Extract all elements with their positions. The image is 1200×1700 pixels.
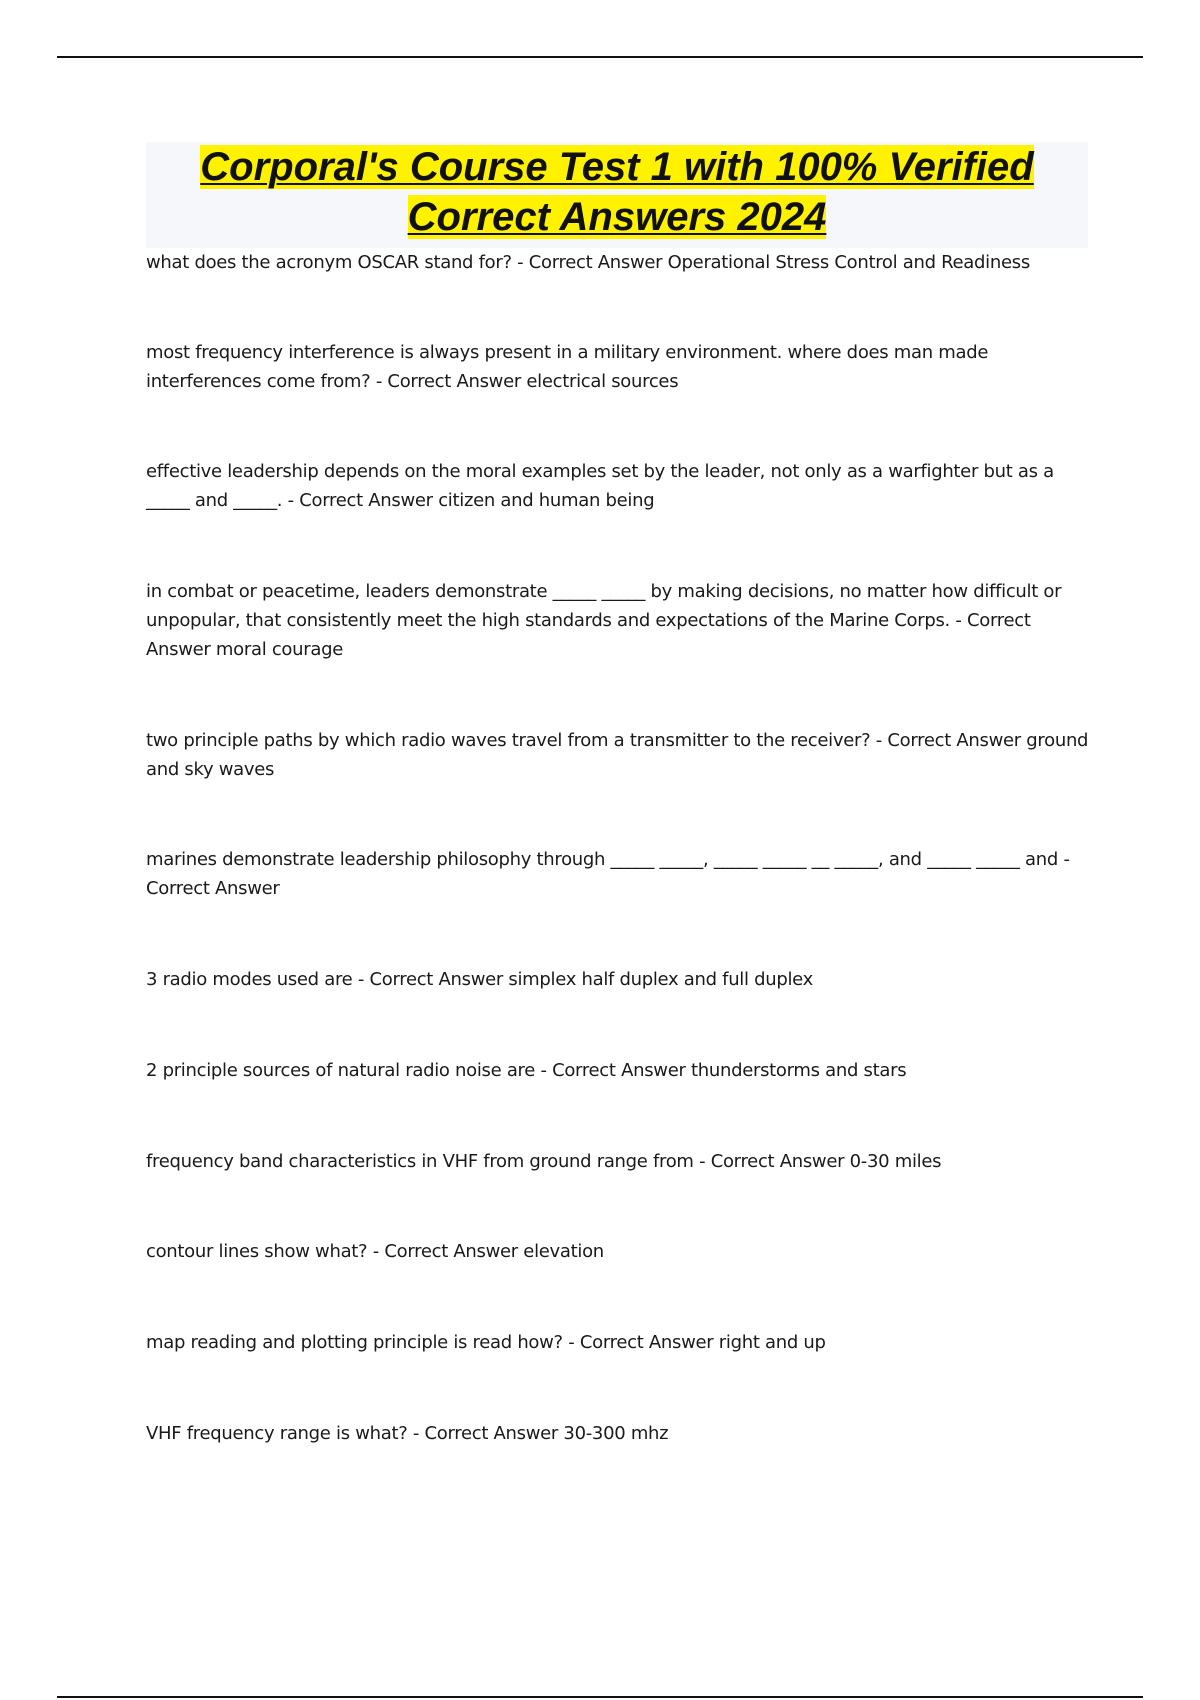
page-bottom-rule	[57, 1696, 1143, 1698]
title-line-2: Correct Answers 2024	[407, 195, 827, 239]
page-top-rule	[57, 56, 1143, 58]
qa-item-4: in combat or peacetime, leaders demonstrate _____ _____ by making decisions, no matter how difficult or unpopular, that consistently meet the high standards and expectations of the Marine Corps. - Correct Answer moral courage	[146, 581, 1062, 660]
qa-item-11: map reading and plotting principle is read how? - Correct Answer right and up	[146, 1332, 826, 1353]
qa-item-7: 3 radio modes used are - Correct Answer simplex half duplex and full duplex	[146, 969, 813, 990]
title-line-1: Corporal's Course Test 1 with 100% Verified	[200, 145, 1034, 189]
qa-item-3: effective leadership depends on the moral examples set by the leader, not only as a warfighter but as a _____ and _____. - Correct Answer citizen and human being	[146, 461, 1054, 511]
qa-item-12: VHF frequency range is what? - Correct Answer 30-300 mhz	[146, 1423, 669, 1444]
qa-item-10: contour lines show what? - Correct Answer elevation	[146, 1241, 604, 1262]
qa-item-8: 2 principle sources of natural radio noise are - Correct Answer thunderstorms and stars	[146, 1060, 907, 1081]
qa-item-9: frequency band characteristics in VHF from ground range from - Correct Answer 0-30 miles	[146, 1151, 942, 1172]
question-answer-list	[146, 248, 1090, 1448]
qa-item-2: most frequency interference is always present in a military environment. where does man made interferences come from? - Correct Answer electrical sources	[146, 342, 989, 392]
qa-item-5: two principle paths by which radio waves travel from a transmitter to the receiver? - Correct Answer ground and sky waves	[146, 730, 1089, 780]
qa-item-1: what does the acronym OSCAR stand for? - Correct Answer Operational Stress Control and Readiness	[146, 252, 1030, 273]
document-title	[146, 142, 1088, 248]
qa-item-6: marines demonstrate leadership philosophy through _____ _____, _____ _____ __ _____, and _____ _____ and - Correct Answer	[146, 849, 1070, 899]
